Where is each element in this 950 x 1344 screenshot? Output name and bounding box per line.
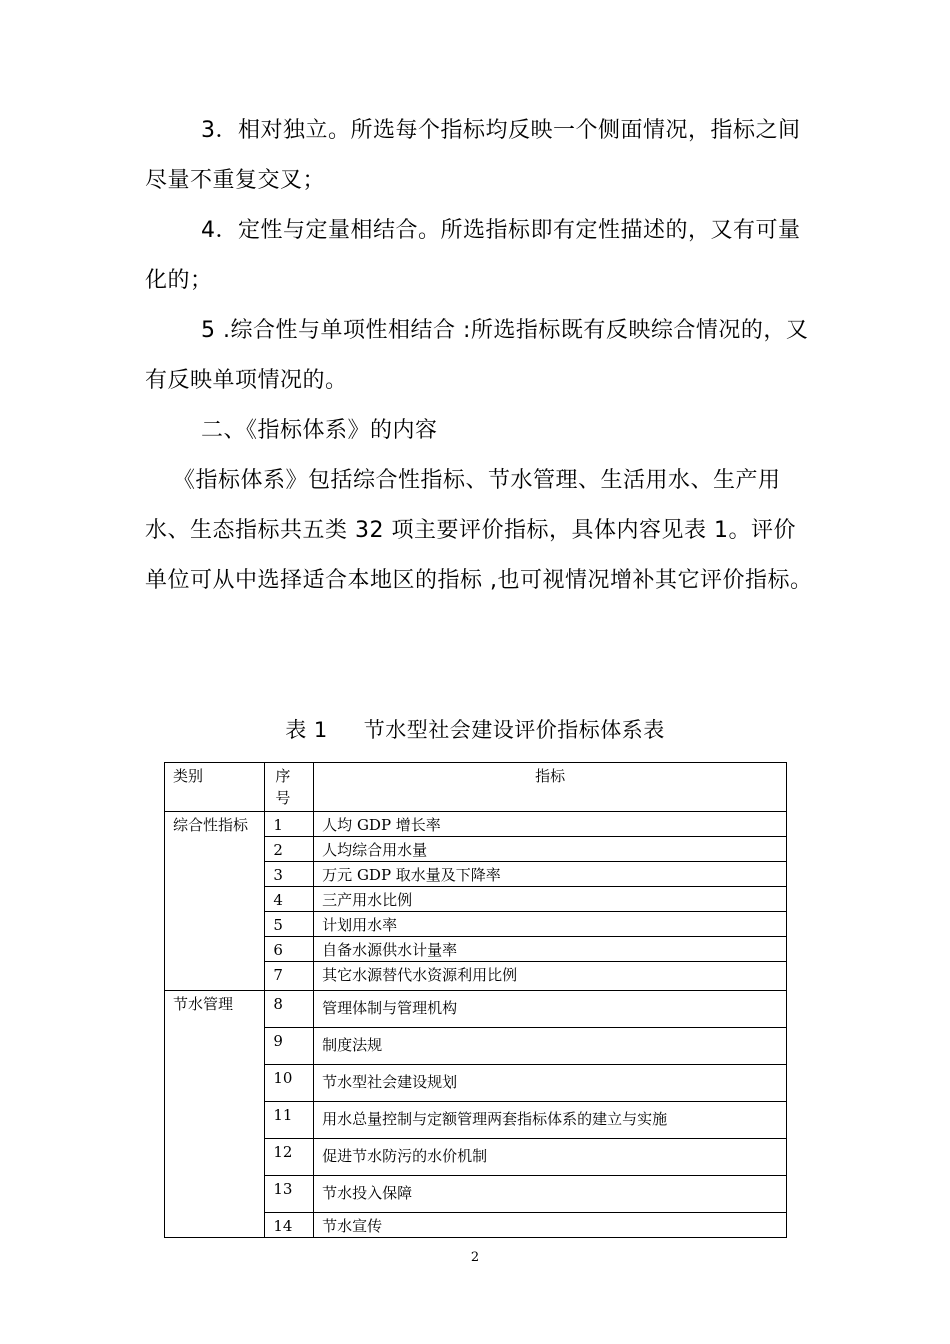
row-number: 11 [265,1102,314,1139]
table-header-row [165,763,787,812]
section-heading: 二、《指标体系》的内容 [201,418,438,443]
row-indicator: 节水宣传 [314,1213,787,1238]
row-indicator: 节水投入保障 [314,1176,787,1213]
paragraph-5: 5 .综合性与单项性相结合 :所选指标既有反映综合情况的，又有反映单项情况的。 [145,318,809,393]
body-text-block [145,106,815,606]
row-number: 14 [265,1213,314,1238]
row-indicator: 万元 GDP 取水量及下降率 [314,862,787,887]
category-cell: 节水管理 [165,991,265,1238]
row-number: 7 [265,962,314,991]
table-row [165,991,787,1028]
row-number: 10 [265,1065,314,1102]
row-number: 12 [265,1139,314,1176]
table-title [0,714,950,744]
category-cell: 综合性指标 [165,812,265,991]
paragraph-4: 4．定性与定量相结合。所选指标即有定性描述的，又有可量化的； [145,218,801,293]
row-number: 8 [265,991,314,1028]
table-title-text: 节水型社会建设评价指标体系表 [363,718,665,742]
page-number: 2 [470,1250,480,1265]
indicator-table [164,762,787,1238]
table-title-label: 表 1 [285,718,328,742]
row-indicator: 自备水源供水计量率 [314,937,787,962]
row-number: 13 [265,1176,314,1213]
content-paragraph: 《指标体系》包括综合性指标、节水管理、生活用水、生产用水、生态指标共五类 32 项主要评价指标，具体内容见表 1。评价单位可从中选择适合本地区的指标 ,也可视情况增补其它评价指标。 [145,468,813,593]
header-category: 类别 [165,763,265,812]
row-number: 9 [265,1028,314,1065]
paragraph-3: 3．相对独立。所选每个指标均反映一个侧面情况，指标之间尽量不重复交叉； [145,118,801,193]
row-indicator: 促进节水防污的水价机制 [314,1139,787,1176]
row-indicator: 制度法规 [314,1028,787,1065]
header-indicator: 指标 [314,763,787,812]
header-number: 序号 [265,763,314,812]
row-indicator: 其它水源替代水资源利用比例 [314,962,787,991]
row-number: 2 [265,837,314,862]
row-number: 1 [265,812,314,837]
row-indicator: 人均 GDP 增长率 [314,812,787,837]
row-number: 3 [265,862,314,887]
row-indicator: 人均综合用水量 [314,837,787,862]
row-indicator: 用水总量控制与定额管理两套指标体系的建立与实施 [314,1102,787,1139]
row-indicator: 管理体制与管理机构 [314,991,787,1028]
row-indicator: 节水型社会建设规划 [314,1065,787,1102]
table-row [165,812,787,837]
row-indicator: 计划用水率 [314,912,787,937]
row-number: 6 [265,937,314,962]
row-indicator: 三产用水比例 [314,887,787,912]
row-number: 5 [265,912,314,937]
row-number: 4 [265,887,314,912]
